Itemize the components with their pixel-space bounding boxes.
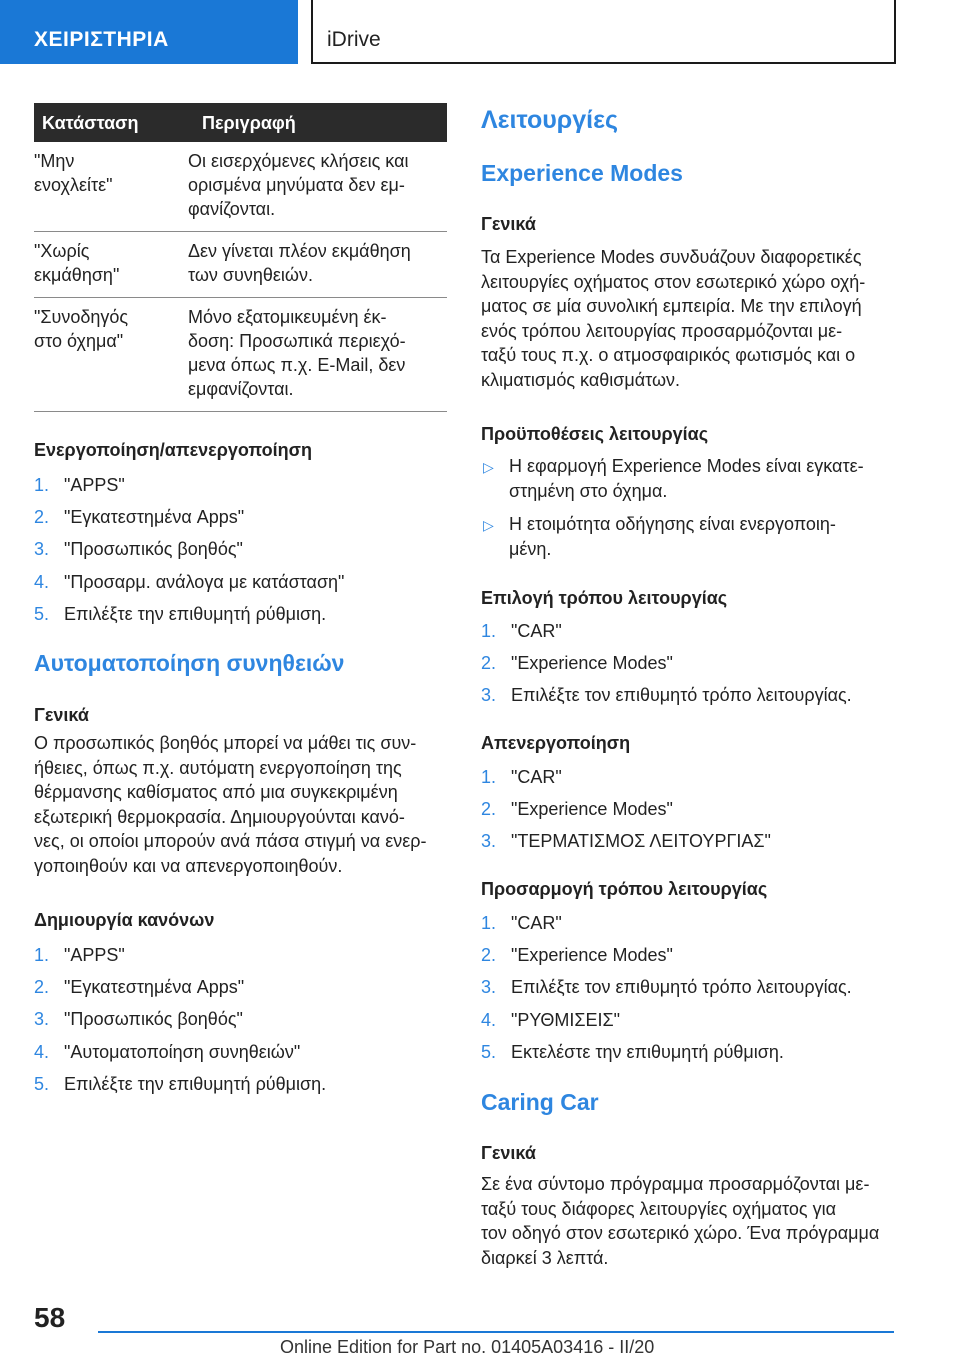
step-text: Εκτελέστε την επιθυμητή ρύθμιση.	[511, 1041, 784, 1062]
table-cell-state	[34, 232, 184, 298]
step-text: "APPS"	[64, 945, 125, 965]
list-item: 5. Επιλέξτε την επιθυμητή ρύθμιση.	[34, 603, 327, 624]
chapter-box	[311, 0, 896, 64]
list-item: 1. "CAR"	[481, 913, 562, 933]
cell-line: "Συνοδηγός	[34, 307, 129, 327]
table-header-state: Κατάσταση	[34, 103, 184, 142]
footer-divider	[98, 1331, 894, 1333]
text-line: ταξύ τους π.χ. ο ατμοσφαιρικός φωτισμός και ο	[481, 345, 856, 365]
deactivation-heading: Απενεργοποίηση	[481, 733, 631, 753]
cell-line: "Μην	[34, 151, 75, 171]
cell-line: μενα όπως π.χ. E-Mail, δεν	[188, 355, 406, 375]
general-heading: Γενικά	[481, 214, 536, 234]
text-line: νες, οι οποίοι μπορούν ανά πάσα στιγμή να ενερ-	[34, 831, 427, 851]
text-line: Τα Experience Modes συνδυάζουν διαφορετικές	[481, 247, 862, 267]
table-row	[34, 142, 447, 232]
cell-line: εμφανίζονται.	[188, 379, 294, 399]
cell-line: ορισμένα μηνύματα δεν εμ-	[188, 175, 405, 195]
caring-paragraph	[481, 1172, 879, 1270]
general-paragraph	[481, 245, 865, 392]
select-mode-steps	[481, 619, 852, 716]
text-line: ματος σε μία συνολική εμπειρία. Με την επιλογή	[481, 296, 862, 316]
list-item: 4. "Αυτοματοποίηση συνηθειών"	[34, 1041, 301, 1062]
list-item: 4. "Προσαρμ. ανάλογα με κατάσταση"	[34, 571, 345, 592]
cell-line: δοση: Προσωπικά περιεχό-	[188, 331, 406, 351]
step-text: "Προσωπικός βοηθός"	[64, 1009, 243, 1030]
step-text: Επιλέξτε τον επιθυμητό τρόπο λειτουργίας.	[511, 685, 852, 706]
text-line: Η ετοιμότητα οδήγησης είναι ενεργοποιη-	[509, 514, 836, 534]
table-cell-state	[34, 142, 184, 232]
list-item: 4. "ΡΥΘΜΙΣΕΙΣ"	[481, 1009, 621, 1030]
cell-line: εκμάθηση"	[34, 265, 120, 285]
step-text: "Προσαρμ. ανάλογα με κατάσταση"	[64, 571, 345, 592]
step-text: "APPS"	[64, 475, 125, 495]
experience-modes-title: Experience Modes	[481, 160, 683, 186]
cell-line: Δεν γίνεται πλέον εκμάθηση	[188, 241, 411, 261]
step-text: "CAR"	[511, 913, 562, 933]
list-item: 1. "APPS"	[34, 945, 125, 965]
list-item: 2. "Εγκατεστημένα Apps"	[34, 507, 245, 528]
cell-line: στο όχημα"	[34, 331, 124, 351]
section-title: ΧΕΙΡΙΣΤΗΡΙΑ	[34, 28, 169, 51]
functions-title: Λειτουργίες	[481, 106, 618, 134]
step-text: "Experience Modes"	[511, 945, 673, 966]
step-text: Επιλέξτε τον επιθυμητό τρόπο λειτουργίας.	[511, 977, 852, 998]
status-table	[34, 103, 447, 412]
list-item: 1. "APPS"	[34, 475, 125, 495]
text-line: τον οδηγό στον εσωτερικό χώρο. Ένα πρόγραμμα	[481, 1223, 880, 1243]
text-line: κλιματισμός καθισμάτων.	[481, 369, 681, 390]
caring-car-title: Caring Car	[481, 1089, 599, 1115]
table-cell-description	[184, 142, 447, 232]
step-text: "CAR"	[511, 621, 562, 641]
list-item: 3. Επιλέξτε τον επιθυμητό τρόπο λειτουργίας.	[481, 685, 852, 706]
general-paragraph	[34, 731, 426, 878]
table-cell-state	[34, 298, 184, 412]
list-item: 3. Επιλέξτε τον επιθυμητό τρόπο λειτουργίας.	[481, 977, 852, 998]
step-text: Επιλέξτε την επιθυμητή ρύθμιση.	[64, 603, 327, 624]
chapter-title: iDrive	[327, 28, 381, 51]
step-text: "CAR"	[511, 767, 562, 787]
list-item: 3. "Προσωπικός βοηθός"	[34, 1009, 243, 1030]
cell-line: Μόνο εξατομικευμένη έκ-	[188, 307, 387, 327]
activation-heading: Ενεργοποίηση/απενεργοποίηση	[34, 440, 312, 460]
table-row	[34, 298, 447, 412]
page-number: 58	[34, 1302, 66, 1333]
step-text: "Προσωπικός βοηθός"	[64, 539, 243, 560]
text-line: θέρμανσης καθίσματος από μια συγκεκριμένη	[34, 782, 398, 802]
step-text: "Αυτοματοποίηση συνηθειών"	[64, 1041, 301, 1062]
table-header-row	[34, 103, 447, 142]
step-text: "ΡΥΘΜΙΣΕΙΣ"	[511, 1009, 621, 1030]
table-cell-description	[184, 232, 447, 298]
list-item: 2. "Experience Modes"	[481, 799, 673, 820]
list-item: 1. "CAR"	[481, 767, 562, 787]
list-item: 5. Εκτελέστε την επιθυμητή ρύθμιση.	[481, 1041, 784, 1062]
text-line: εξωτερική θερμοκρασία. Δημιουργούνται κανό-	[34, 806, 405, 827]
general-heading: Γενικά	[481, 1143, 536, 1163]
step-text: "Experience Modes"	[511, 799, 673, 820]
activation-steps	[34, 473, 344, 634]
text-line: ενός τρόπου λειτουργίας προσαρμόζονται με-	[481, 320, 843, 341]
general-heading: Γενικά	[34, 705, 89, 725]
list-item: 3. "ΤΕΡΜΑΤΙΣΜΟΣ ΛΕΙΤΟΥΡΓΙΑΣ"	[481, 831, 771, 852]
cell-line: Οι εισερχόμενες κλήσεις και	[188, 151, 409, 171]
footer-edition: Online Edition for Part no. 01405A03416 - II/20	[280, 1337, 655, 1357]
step-text: "Εγκατεστημένα Apps"	[64, 507, 245, 528]
cell-line: φανίζονται.	[188, 199, 276, 219]
text-line: Σε ένα σύντομο πρόγραμμα προσαρμόζονται με-	[481, 1174, 870, 1194]
cell-line: "Χωρίς	[34, 241, 90, 261]
step-text: "Εγκατεστημένα Apps"	[64, 977, 245, 998]
rules-heading: Δημιουργία κανόνων	[34, 910, 215, 930]
text-line: γοποιηθούν και να απενεργοποιηθούν.	[34, 855, 343, 876]
text-line: Ο προσωπικός βοηθός μπορεί να μάθει τις συν-	[34, 733, 417, 753]
step-text: Επιλέξτε την επιθυμητή ρύθμιση.	[64, 1073, 327, 1094]
text-line: διαρκεί 3 λεπτά.	[481, 1247, 609, 1268]
adapt-mode-steps	[481, 911, 852, 1072]
text-line: λειτουργίες οχήματος στον εσωτερικό χώρο οχή-	[481, 271, 866, 292]
deactivation-steps	[481, 765, 771, 862]
adapt-mode-heading: Προσαρμογή τρόπου λειτουργίας	[481, 879, 768, 899]
list-item: 2. "Experience Modes"	[481, 653, 673, 674]
table-header-description: Περιγραφή	[184, 103, 447, 142]
triangle-bullet-icon: ▷	[483, 517, 494, 533]
table-cell-description	[184, 298, 447, 412]
text-line: ταξύ τους διάφορες λειτουργίες οχήματος για	[481, 1198, 836, 1219]
step-text: "Experience Modes"	[511, 653, 673, 674]
triangle-bullet-icon: ▷	[483, 459, 494, 475]
prerequisite-item	[509, 512, 836, 561]
automation-title: Αυτοματοποίηση συνηθειών	[34, 650, 345, 676]
list-item: 3. "Προσωπικός βοηθός"	[34, 539, 243, 560]
prerequisites-heading: Προϋποθέσεις λειτουργίας	[481, 424, 709, 444]
text-line: μένη.	[509, 538, 552, 559]
text-line: Η εφαρμογή Experience Modes είναι εγκατε-	[509, 456, 864, 476]
cell-line: των συνηθειών.	[188, 265, 313, 285]
rules-steps	[34, 943, 326, 1104]
text-line: ήθειες, όπως π.χ. αυτόματη ενεργοποίηση της	[34, 757, 402, 778]
list-item: 5. Επιλέξτε την επιθυμητή ρύθμιση.	[34, 1073, 327, 1094]
list-item: 1. "CAR"	[481, 621, 562, 641]
select-mode-heading: Επιλογή τρόπου λειτουργίας	[481, 588, 728, 608]
cell-line: ενοχλείτε"	[34, 175, 113, 195]
list-item: 2. "Εγκατεστημένα Apps"	[34, 977, 245, 998]
section-tab	[0, 0, 298, 64]
list-item: 2. "Experience Modes"	[481, 945, 673, 966]
table-row	[34, 232, 447, 298]
step-text: "ΤΕΡΜΑΤΙΣΜΟΣ ΛΕΙΤΟΥΡΓΙΑΣ"	[511, 831, 771, 852]
text-line: στημένη στο όχημα.	[509, 480, 668, 501]
prerequisite-item	[509, 454, 864, 503]
